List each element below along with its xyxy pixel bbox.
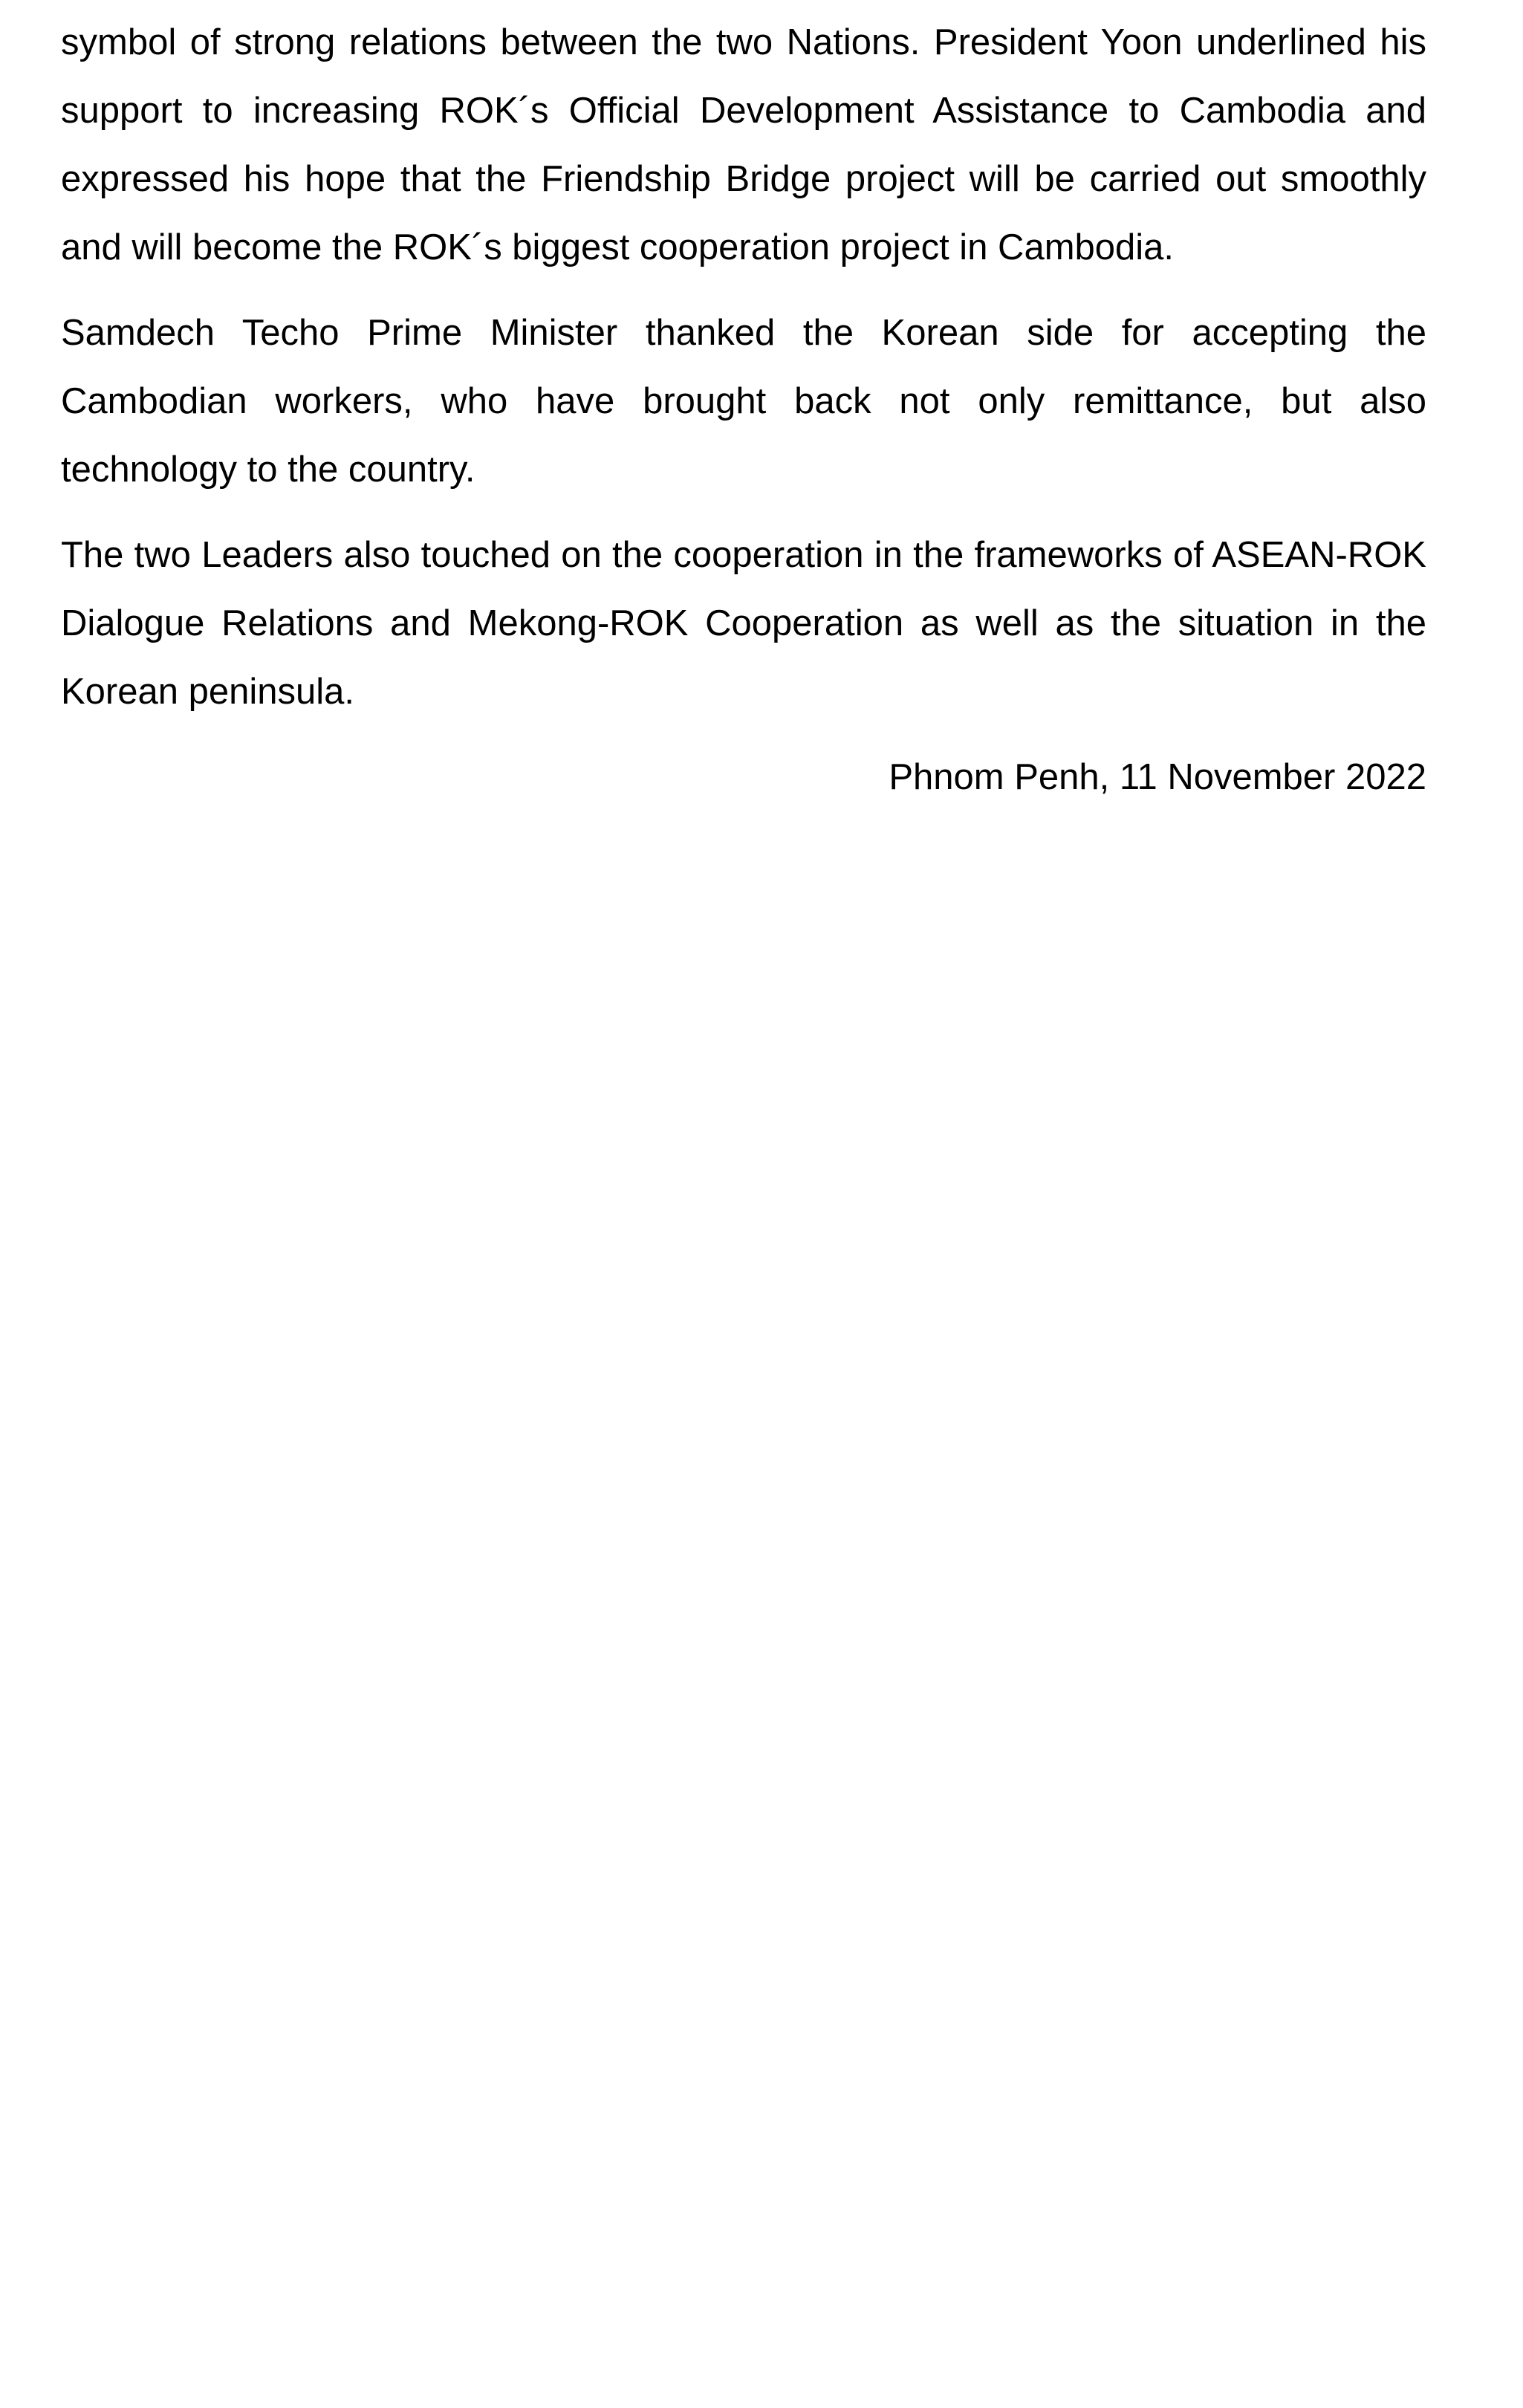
body-paragraph-3: The two Leaders also touched on the cooperation in the frameworks of ASEAN-ROK Dialogue Relations and Mekong-ROK Cooperation as well as the situation in the Korean peninsula. <box>61 535 1426 712</box>
body-paragraph-1: symbol of strong relations between the two Nations. President Yoon underlined his support to increasing ROK´s Official Development Assistance to Cambodia and expressed his hope that the Friendship Bridge project will be carried out smoothly and will become the ROK´s biggest cooperation project in Cambodia. <box>61 22 1426 267</box>
body-paragraph-2: Samdech Techo Prime Minister thanked the Korean side for accepting the Cambodian workers, who have brought back not only remittance, but also technology to the country. <box>61 313 1426 490</box>
dateline: Phnom Penh, 11 November 2022 <box>889 757 1426 797</box>
document-page <box>61 0 1426 811</box>
